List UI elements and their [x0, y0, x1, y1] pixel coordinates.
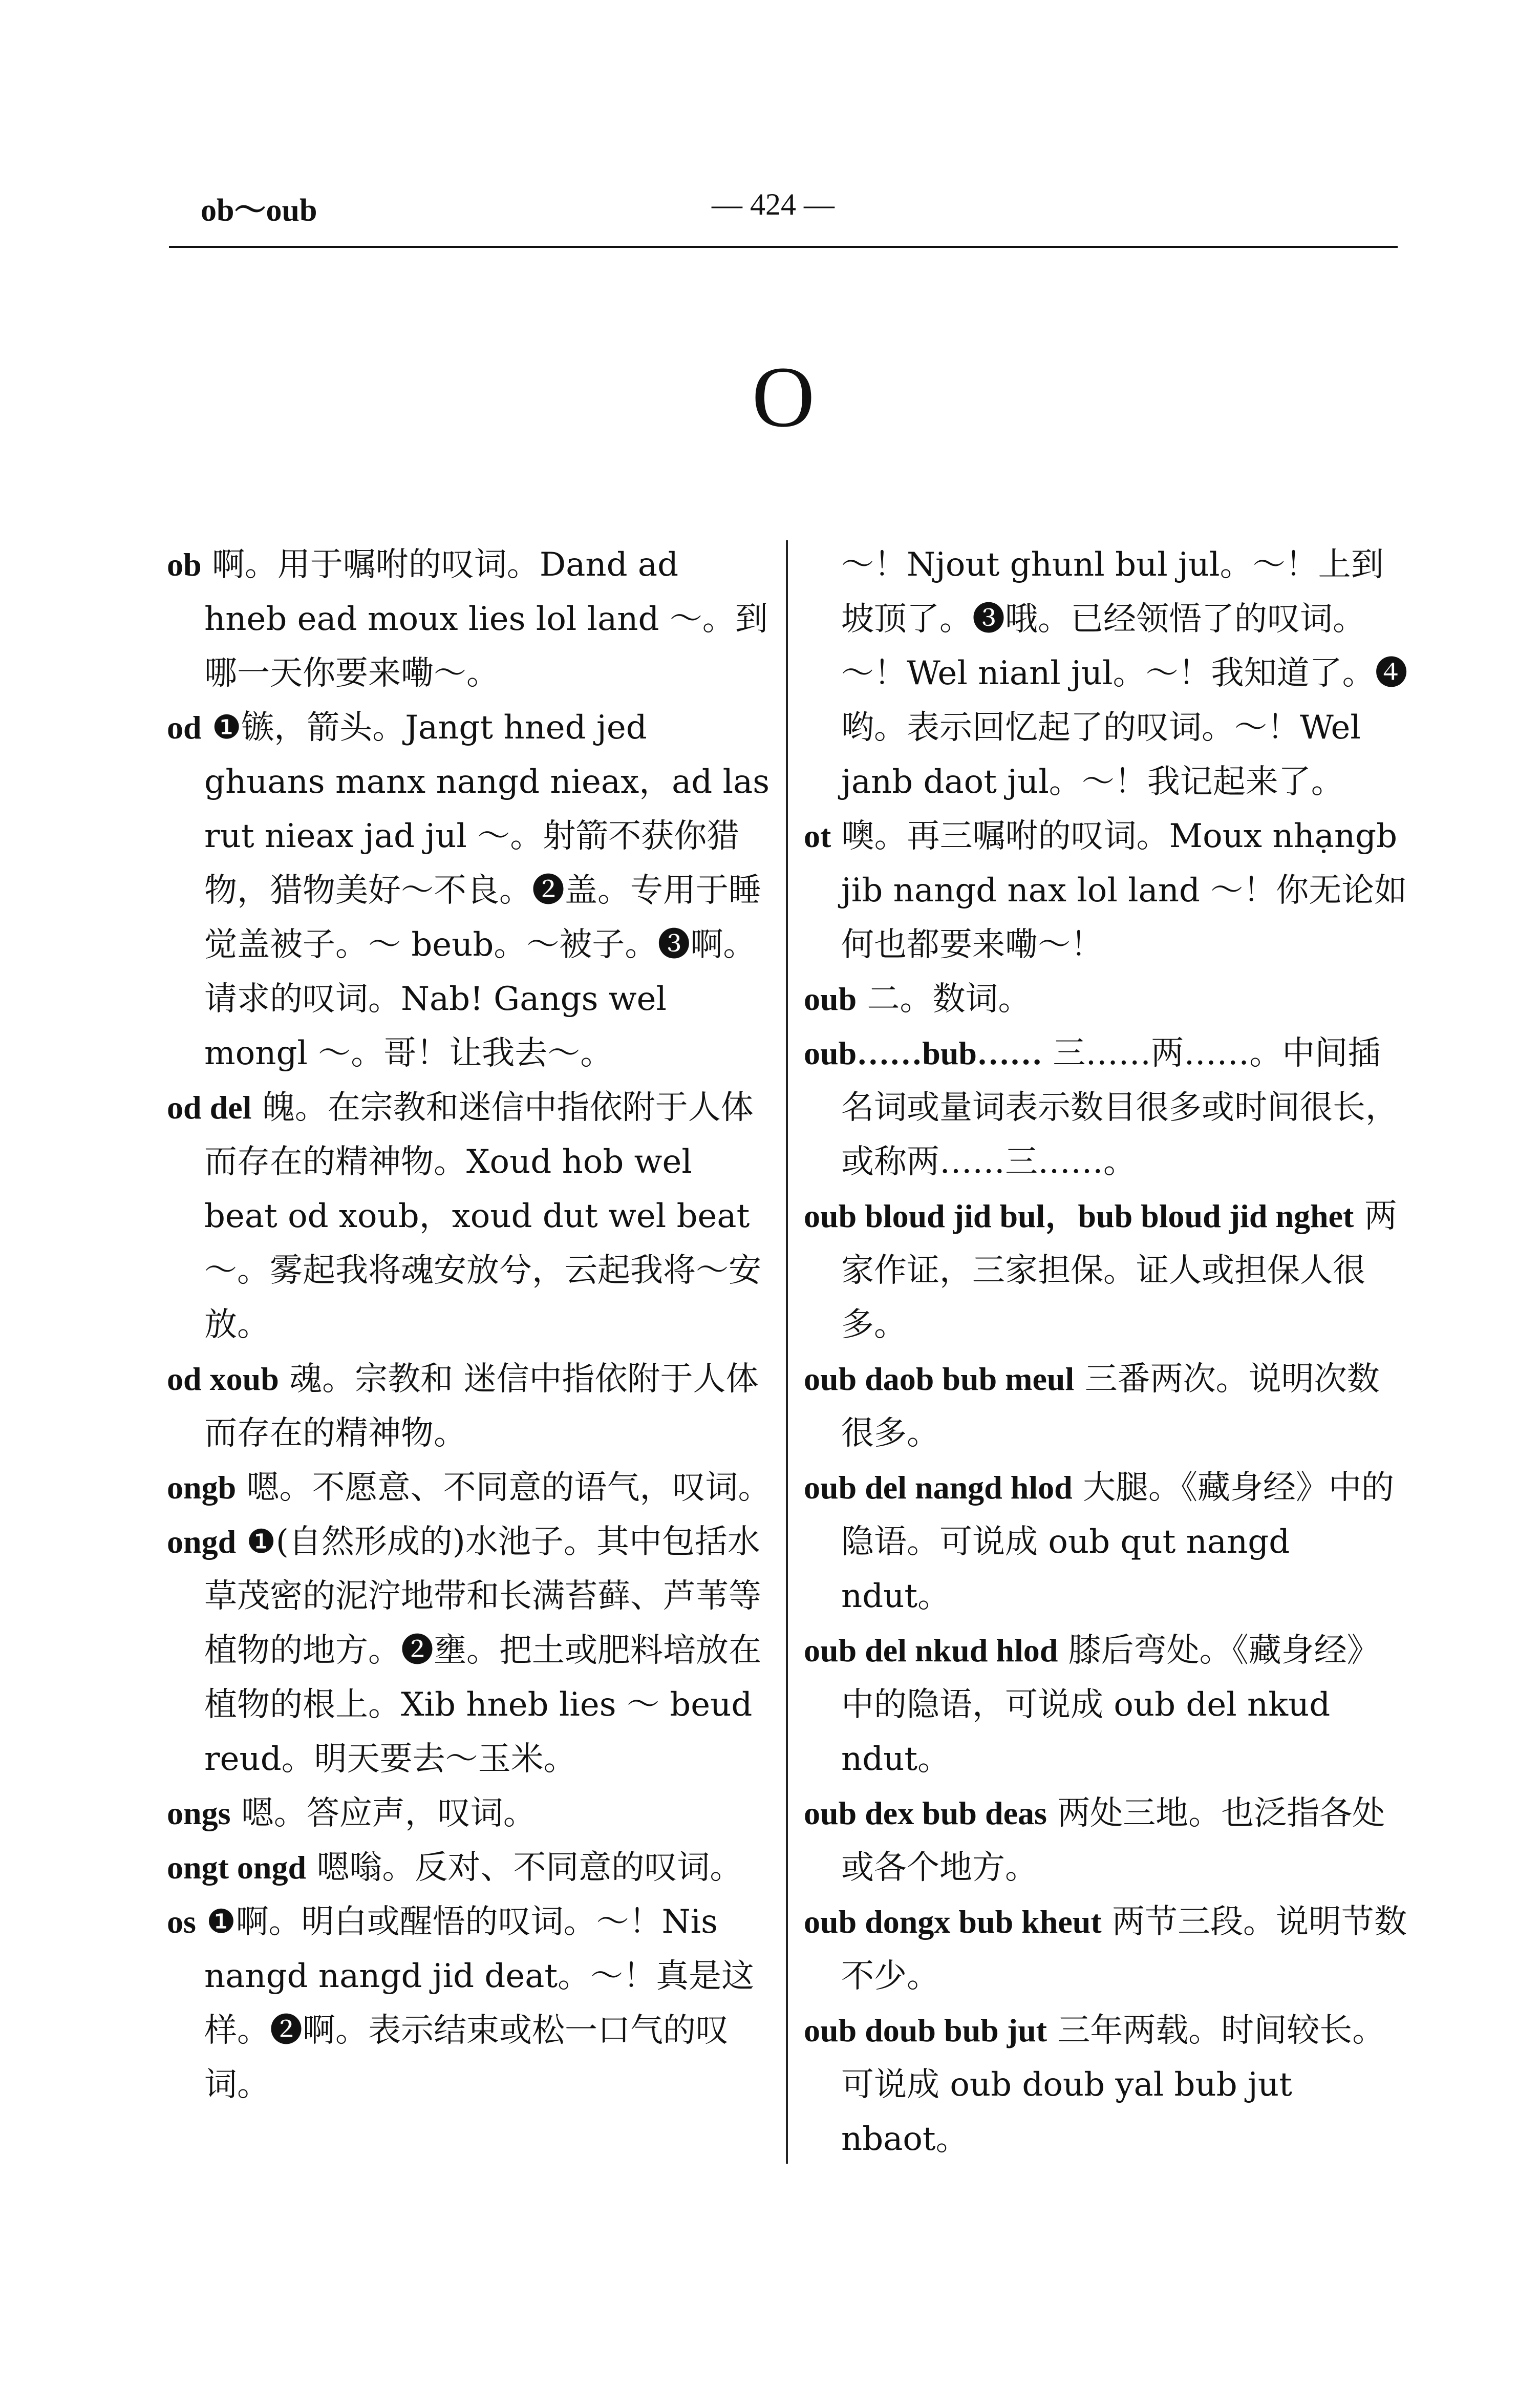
dictionary-entry [804, 1461, 1408, 1623]
entry-continuation [804, 538, 1408, 809]
definition: 嗯嗡。反对、不同意的叹词。 [306, 1849, 743, 1887]
headword: oub dongx bub kheut [804, 1904, 1102, 1940]
definition: ❶(自然形成的)水池子。其中包括水草茂密的泥泞地带和长满苔藓、芦苇等植物的地方。❷壅。把土或肥料培放在植物的根上。Xib hneb lies ～ beud reud。明天要去～玉米。 [204, 1523, 761, 1778]
dictionary-entry [804, 1026, 1408, 1189]
definition: ～！Njout ghunl bul jul。～！上到坡顶了。❸哦。已经领悟了的叹词。～！Wel nianl jul。～！我知道了。❹哟。表示回忆起了的叹词。～！Wel janb daot jul。～！我记起来了。 [841, 546, 1408, 801]
definition: 魂。宗教和 迷信中指依附于人体而存在的精神物。 [204, 1360, 759, 1452]
right-column [804, 538, 1408, 2166]
definition: 两家作证，三家担保。证人或担保人很多。 [841, 1197, 1397, 1344]
headword: ongb [167, 1469, 237, 1506]
dictionary-entry [167, 1786, 771, 1841]
dictionary-entry [167, 1352, 771, 1461]
headword: oub bloud jid bul，bub bloud jid nghet [804, 1198, 1354, 1234]
dictionary-entry [167, 1081, 771, 1352]
dictionary-entry [167, 1515, 771, 1786]
definition: 三年两载。时间较长。可说成 oub doub yal bub jut nbaot。 [841, 2012, 1385, 2158]
headword: oub daob bub meul [804, 1361, 1075, 1397]
definition: 两节三段。说明节数不少。 [841, 1903, 1407, 1995]
headword: ongs [167, 1795, 231, 1831]
headword: ot [804, 818, 831, 854]
column-divider [786, 540, 788, 2164]
headword: oub del nkud hlod [804, 1632, 1058, 1668]
headword: os [167, 1904, 196, 1940]
page-number: — 424 — [712, 187, 835, 221]
definition: 嗯。答应声，叹词。 [230, 1794, 536, 1832]
definition: 大腿。《藏身经》中的隐语。可说成 oub qut nangd ndut。 [841, 1469, 1395, 1615]
headword: oub……bub…… [804, 1035, 1042, 1071]
definition: 魄。在宗教和迷信中指依附于人体而存在的精神物。Xoud hob wel beat od xoub，xoud dut wel beat ～。雾起我将魂安放兮，云起我将～安放。 [204, 1089, 761, 1344]
definition: 二。数词。 [857, 980, 1031, 1018]
dictionary-entry [804, 1623, 1408, 1786]
headword: od del [167, 1089, 252, 1126]
definition: 啊。用于嘱咐的叹词。Dand ad hneb ead moux lies lol land ～。到哪一天你要来嘞～。 [201, 546, 768, 692]
left-column [167, 538, 771, 2112]
headword: oub [804, 981, 857, 1017]
dictionary-entry [804, 809, 1408, 972]
definition: 两处三地。也泛指各处或各个地方。 [841, 1794, 1385, 1887]
definition: ❶镞，箭头。Jangt hned jed ghuans manx nangd nieax，ad las rut nieax jad jul ～。射箭不获你猎物，猎物美好～不良。❷盖。专用于睡觉盖被子。～ beub。～被子。❸啊。请求的叹词。Nab! Gangs wel mongl ～。哥！让我去～。 [201, 709, 770, 1072]
dictionary-entry [167, 538, 771, 701]
definition: 三……两……。中间插名词或量词表示数目很多或时间很长，或称两……三……。 [841, 1034, 1398, 1181]
headword: ongt ongd [167, 1849, 307, 1886]
dictionary-entry [167, 1841, 771, 1895]
headword: ongd [167, 1524, 237, 1560]
definition: 噢。再三嘱咐的叹词。Moux nhạngb jib nangd nax lol land ～！你无论如何也都要来嘞～！ [831, 817, 1407, 964]
dictionary-entry [804, 972, 1408, 1026]
definition: 嗯。不愿意、不同意的语气，叹词。 [236, 1469, 771, 1507]
header-divider [169, 246, 1398, 248]
headword: ob [167, 546, 202, 583]
dictionary-entry [804, 1895, 1408, 2003]
headword: oub dex bub deas [804, 1795, 1047, 1831]
headword: od xoub [167, 1361, 279, 1397]
dictionary-entry [804, 1786, 1408, 1895]
header-guide-words: ob～oub [201, 193, 317, 228]
headword: od [167, 709, 202, 746]
dictionary-entry [167, 1461, 771, 1515]
definition: ❶啊。明白或醒悟的叹词。～！Nis nangd nangd jid deat。～！真是这样。❷啊。表示结束或松一口气的叹词。 [196, 1903, 755, 2104]
dictionary-entry [804, 1352, 1408, 1461]
dictionary-entry [167, 701, 771, 1081]
dictionary-entry [804, 2003, 1408, 2166]
dictionary-entry [167, 1895, 771, 2112]
headword: oub del nangd hlod [804, 1469, 1073, 1506]
headword: oub doub bub jut [804, 2012, 1047, 2048]
dictionary-entry [804, 1189, 1408, 1352]
definition: 三番两次。说明次数很多。 [841, 1360, 1380, 1452]
section-letter: O [752, 349, 815, 445]
definition: 膝后弯处。《藏身经》中的隐语，可说成 oub del nkud ndut。 [841, 1632, 1380, 1778]
